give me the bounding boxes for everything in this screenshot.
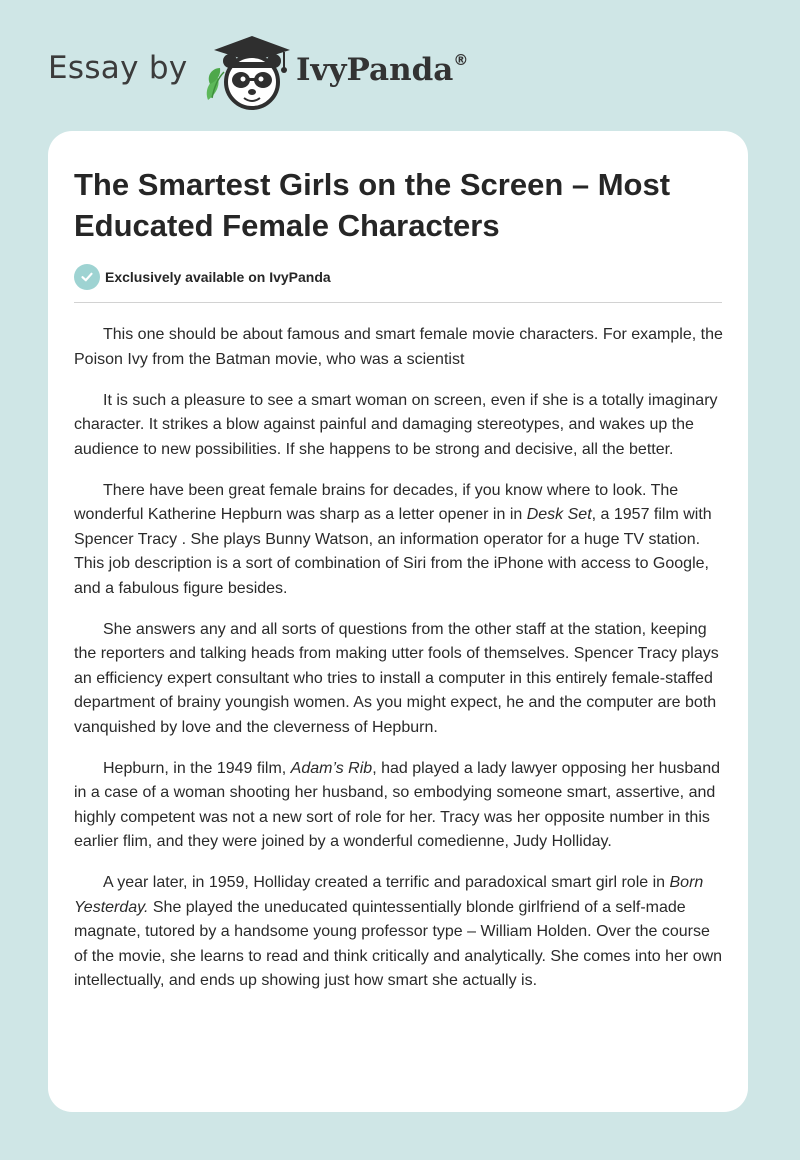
essay-paragraph (74, 757, 724, 855)
essay-body (74, 323, 724, 1010)
essay-card (48, 131, 748, 1112)
essay-paragraph (74, 323, 724, 372)
essay-paragraph (74, 618, 724, 741)
exclusive-label: Exclusively available on IvyPanda (105, 269, 331, 285)
film-title: Adam’s Rib (290, 759, 373, 777)
exclusive-badge (74, 264, 331, 290)
paragraph-text: She played the uneducated quintessentially blonde girlfriend of a self-made magnate, tutored by a handsome young professor type – William Holden. Over the course of the movie, she learns to read and think critically and analytically. She comes into her own intellectually, and ends up showing just how smart she actually is. (74, 898, 723, 989)
check-icon (74, 264, 100, 290)
ivy-leaf-icon (207, 68, 224, 100)
divider (74, 302, 722, 303)
paragraph-text: There have been great female brains for decades, if you know where to look. The wonderful Katherine Hepburn was sharp as a letter opener in in (74, 481, 679, 523)
panda-graduation-cap-logo-icon[interactable] (200, 28, 292, 110)
paragraph-text: This one should be about famous and smart female movie characters. For example, the Poison Ivy from the Batman movie, who was a scientist (74, 326, 723, 368)
paragraph-text: , had played a lady lawyer opposing her husband in a case of a woman shooting her husband, so embodying someone smart, assertive, and highly competent was not a new sort of role for her. Tracy was her opposite number in this earlier flim, and they were joined by a wonderful comedienne, Judy Holliday. (74, 759, 720, 850)
site-header (0, 0, 800, 130)
paragraph-text: , a 1957 film with Spencer Tracy . She plays Bunny Watson, an information operator for a huge TV station. This job description is a sort of combination of Siri from the iPhone with access to Google, and a fabulous figure besides. (74, 506, 712, 597)
essay-paragraph (74, 389, 724, 463)
brand-name[interactable]: IvyPanda® (296, 50, 469, 88)
essay-title: The Smartest Girls on the Screen – Most Educated Female Characters (74, 167, 671, 243)
paragraph-text: Hepburn, in the 1949 film, (103, 759, 291, 777)
paragraph-text: She answers any and all sorts of questions from the other staff at the station, keeping the reporters and talking heads from making utter fools of themselves. Spencer Tracy plays an efficiency expert consultant who tries to install a computer in this entirely female-staffed department of brainy youngish women. As you might expect, he and the computer are both vanquished by love and the cleverness of Hepburn. (74, 620, 719, 736)
essay-paragraph (74, 479, 724, 602)
film-title: Born Yesterday. (74, 874, 704, 916)
essay-by-label: Essay by (48, 50, 188, 86)
film-title: Desk Set (526, 506, 592, 523)
essay-paragraph (74, 871, 724, 994)
paragraph-text: A year later, in 1959, Holliday created a terrific and paradoxical smart girl role in (103, 874, 670, 891)
paragraph-text: It is such a pleasure to see a smart woman on screen, even if she is a totally imaginary character. It strikes a blow against painful and damaging stereotypes, and wakes up the audience to new possibilities. If she happens to be strong and decisive, all the better. (74, 391, 718, 458)
